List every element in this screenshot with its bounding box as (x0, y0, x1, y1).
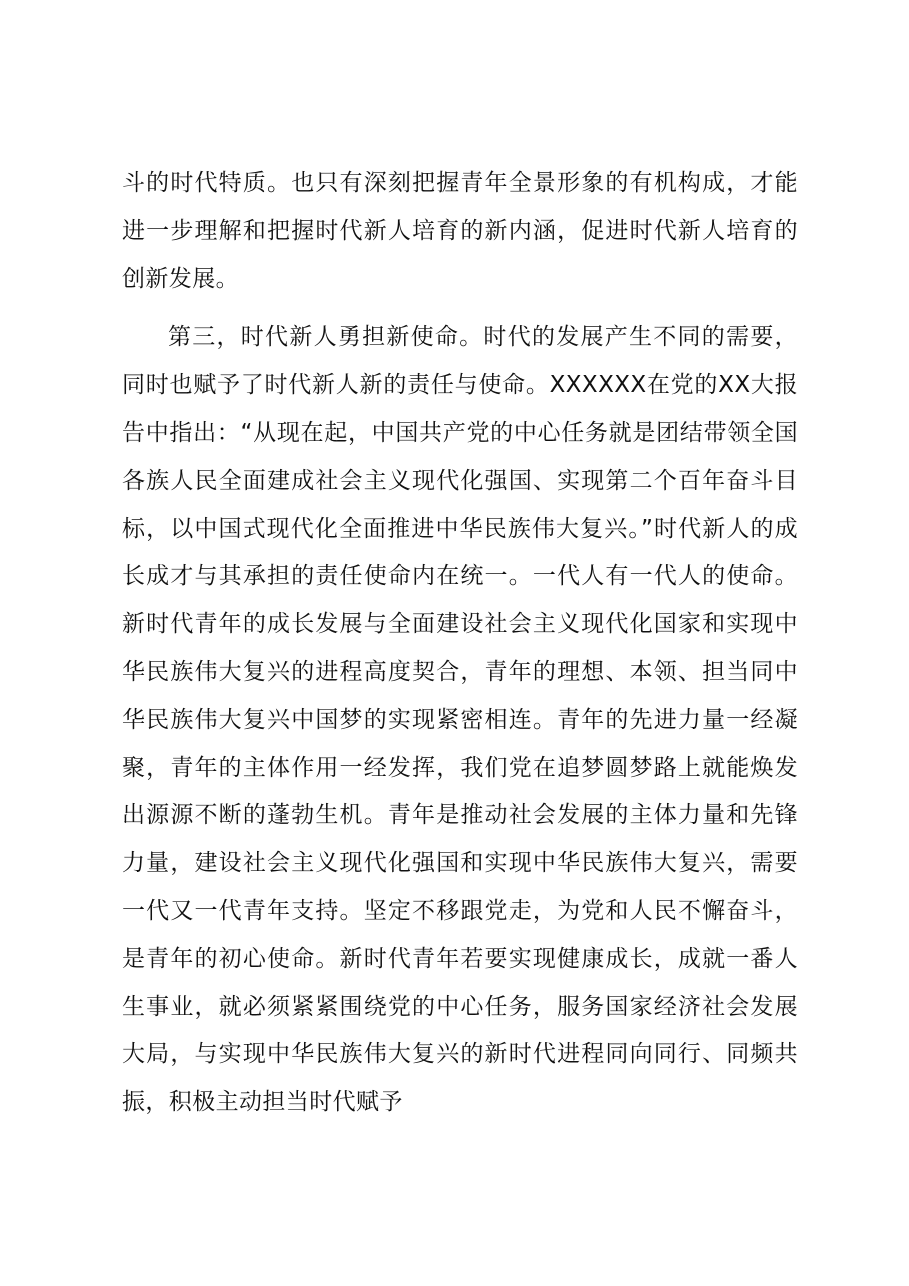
paragraph-third-point: 第三，时代新人勇担新使命。时代的发展产生不同的需要，同时也赋予了时代新人新的责任与使命。XXXXXX在党的XX大报告中指出：“从现在起，中国共产党的中心任务就是团结带领全国各族人民全面建成社会主义现代化强国、实现第二个百年奋斗目标，以中国式现代化全面推进中华民族伟大复兴。”时代新人的成长成才与其承担的责任使命内在统一。一代人有一代人的使命。新时代青年的成长发展与全面建设社会主义现代化国家和实现中华民族伟大复兴的进程高度契合，青年的理想、本领、担当同中华民族伟大复兴中国梦的实现紧密相连。青年的先进力量一经凝聚，青年的主体作用一经发挥，我们党在追梦圆梦路上就能焕发出源源不断的蓬勃生机。青年是推动社会发展的主体力量和先锋力量，建设社会主义现代化强国和实现中华民族伟大复兴，需要一代又一代青年支持。坚定不移跟党走，为党和人民不懈奋斗，是青年的初心使命。新时代青年若要实现健康成长，成就一番人生事业，就必须紧紧围绕党的中心任务，服务国家经济社会发展大局，与实现中华民族伟大复兴的新时代进程同向同行、同频共振，积极主动担当时代赋予 (122, 324, 798, 1116)
body-text (122, 160, 798, 1127)
paragraph-continuation: 斗的时代特质。也只有深刻把握青年全景形象的有机构成，才能进一步理解和把握时代新人培育的新内涵，促进时代新人培育的创新发展。 (122, 170, 798, 292)
